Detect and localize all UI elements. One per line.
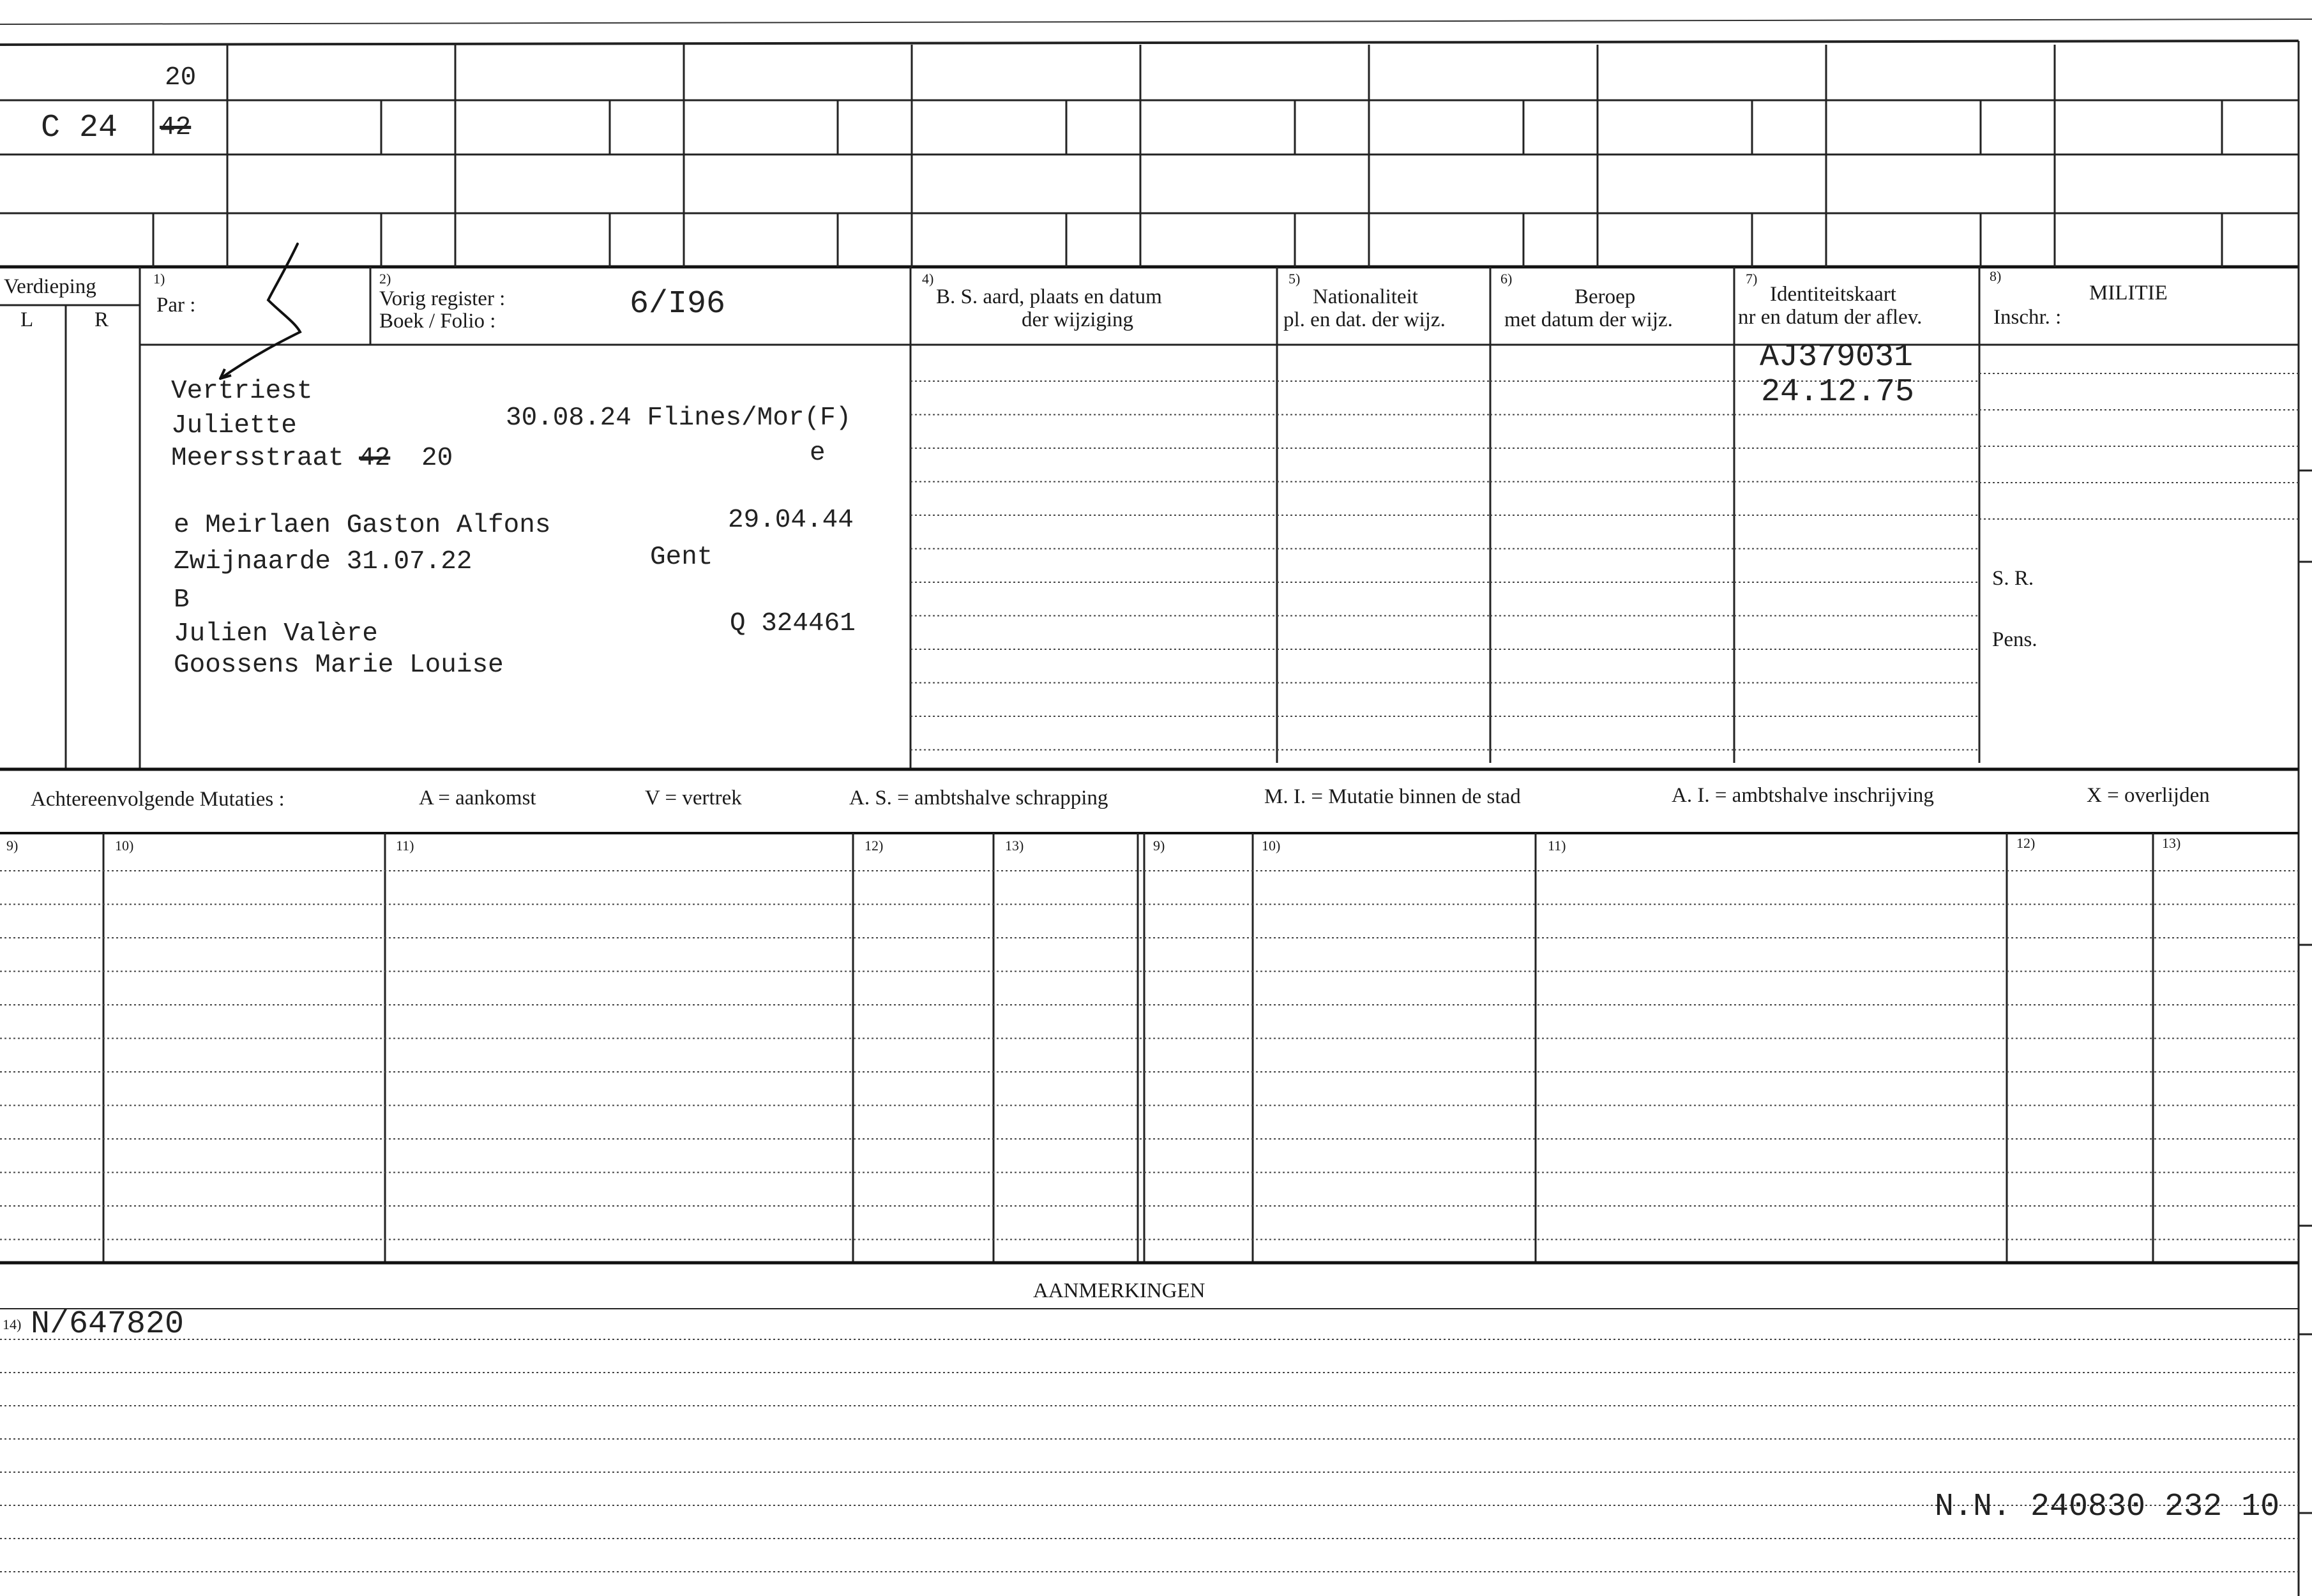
old-house-number: 42 bbox=[160, 113, 192, 142]
legend-ambtshalve-schrapping: A. S. = ambtshalve schrapping bbox=[849, 787, 1108, 809]
identity-card-date: 24.12.75 bbox=[1761, 374, 1915, 410]
person-father: Julien Valère bbox=[174, 619, 378, 649]
pens-label: Pens. bbox=[1992, 628, 2037, 651]
vorig-register-label: Vorig register : bbox=[379, 287, 506, 310]
person-marker-b: B bbox=[174, 585, 190, 615]
boek-folio-value: 6/I96 bbox=[630, 286, 726, 322]
col4-header-line2: der wijziging bbox=[1022, 308, 1134, 331]
person-mother: Goossens Marie Louise bbox=[174, 651, 504, 680]
col4-header-line1: B. S. aard, plaats en datum bbox=[936, 285, 1162, 308]
person-spouse-birth: Zwijnaarde 31.07.22 bbox=[174, 547, 472, 576]
verdieping-l-label: L bbox=[20, 308, 34, 331]
col7-number: 7) bbox=[1746, 271, 1758, 287]
mutation-col-13: 13) bbox=[1005, 838, 1024, 854]
person-street-new-number: 20 bbox=[421, 444, 453, 473]
legend-aankomst: A = aankomst bbox=[419, 787, 536, 809]
mutation-col-10: 10) bbox=[115, 838, 134, 854]
mutation-col-10b: 10) bbox=[1262, 838, 1281, 854]
mutation-col-11: 11) bbox=[396, 838, 414, 854]
col5-number: 5) bbox=[1288, 271, 1301, 287]
par-handwritten-mark bbox=[220, 244, 300, 379]
person-birth: 30.08.24 Flines/Mor(F) bbox=[506, 403, 852, 433]
person-code-q: Q 324461 bbox=[730, 609, 856, 638]
col6-header-line1: Beroep bbox=[1575, 285, 1636, 308]
militie-label: MILITIE bbox=[2089, 282, 2168, 305]
col2-number: 2) bbox=[379, 271, 391, 287]
person-first-name: Juliette bbox=[171, 411, 297, 440]
person-marker-e: e bbox=[810, 439, 826, 468]
legend-ambtshalve-inschrijving: A. I. = ambtshalve inschrijving bbox=[1672, 784, 1934, 807]
col6-number: 6) bbox=[1500, 271, 1513, 287]
inschr-label: Inschr. : bbox=[1993, 306, 2062, 329]
boek-folio-label: Boek / Folio : bbox=[379, 310, 496, 333]
verdieping-label: Verdieping bbox=[4, 275, 96, 298]
col7-header-line2: nr en datum der aflev. bbox=[1738, 306, 1923, 329]
person-marriage-place: Gent bbox=[650, 543, 713, 572]
col7-header-line1: Identiteitskaart bbox=[1770, 283, 1896, 306]
col6-header-line2: met datum der wijz. bbox=[1504, 308, 1673, 331]
remarks-title: AANMERKINGEN bbox=[1033, 1279, 1205, 1302]
person-spouse: e Meirlaen Gaston Alfons bbox=[174, 511, 551, 540]
mutation-col-9: 9) bbox=[6, 838, 19, 854]
col5-header-line2: pl. en dat. der wijz. bbox=[1283, 308, 1446, 331]
mutation-col-11b: 11) bbox=[1548, 838, 1566, 854]
par-label: Par : bbox=[156, 294, 196, 317]
house-number: 20 bbox=[165, 63, 197, 93]
location-code: C 24 bbox=[41, 110, 118, 146]
sr-label: S. R. bbox=[1992, 567, 2034, 590]
col1-number: 1) bbox=[153, 271, 165, 287]
col5-header-line1: Nationaliteit bbox=[1313, 285, 1418, 308]
legend-vertrek: V = vertrek bbox=[645, 787, 742, 809]
remarks-number: 14) bbox=[3, 1316, 22, 1332]
remarks-entry: N/647820 bbox=[31, 1306, 185, 1343]
mutation-col-13b: 13) bbox=[2162, 835, 2181, 851]
mutation-col-12b: 12) bbox=[2016, 835, 2036, 851]
legend-overlijden: X = overlijden bbox=[2087, 784, 2210, 807]
col8-number: 8) bbox=[1990, 268, 2002, 284]
mutation-col-12: 12) bbox=[865, 838, 884, 854]
person-street: Meersstraat bbox=[171, 444, 344, 473]
legend-mutatie-binnen-stad: M. I. = Mutatie binnen de stad bbox=[1264, 785, 1521, 808]
mutations-title: Achtereenvolgende Mutaties : bbox=[31, 788, 285, 811]
mutation-col-9b: 9) bbox=[1153, 838, 1165, 854]
national-number: N.N. 240830 232 10 bbox=[1935, 1489, 2280, 1525]
person-street-old-number: 42 bbox=[359, 444, 391, 473]
person-marriage-date: 29.04.44 bbox=[728, 506, 854, 535]
identity-card-number: AJ379031 bbox=[1760, 339, 1914, 375]
person-surname: Vertriest bbox=[171, 377, 313, 406]
verdieping-r-label: R bbox=[94, 308, 109, 331]
col4-number: 4) bbox=[922, 271, 934, 287]
